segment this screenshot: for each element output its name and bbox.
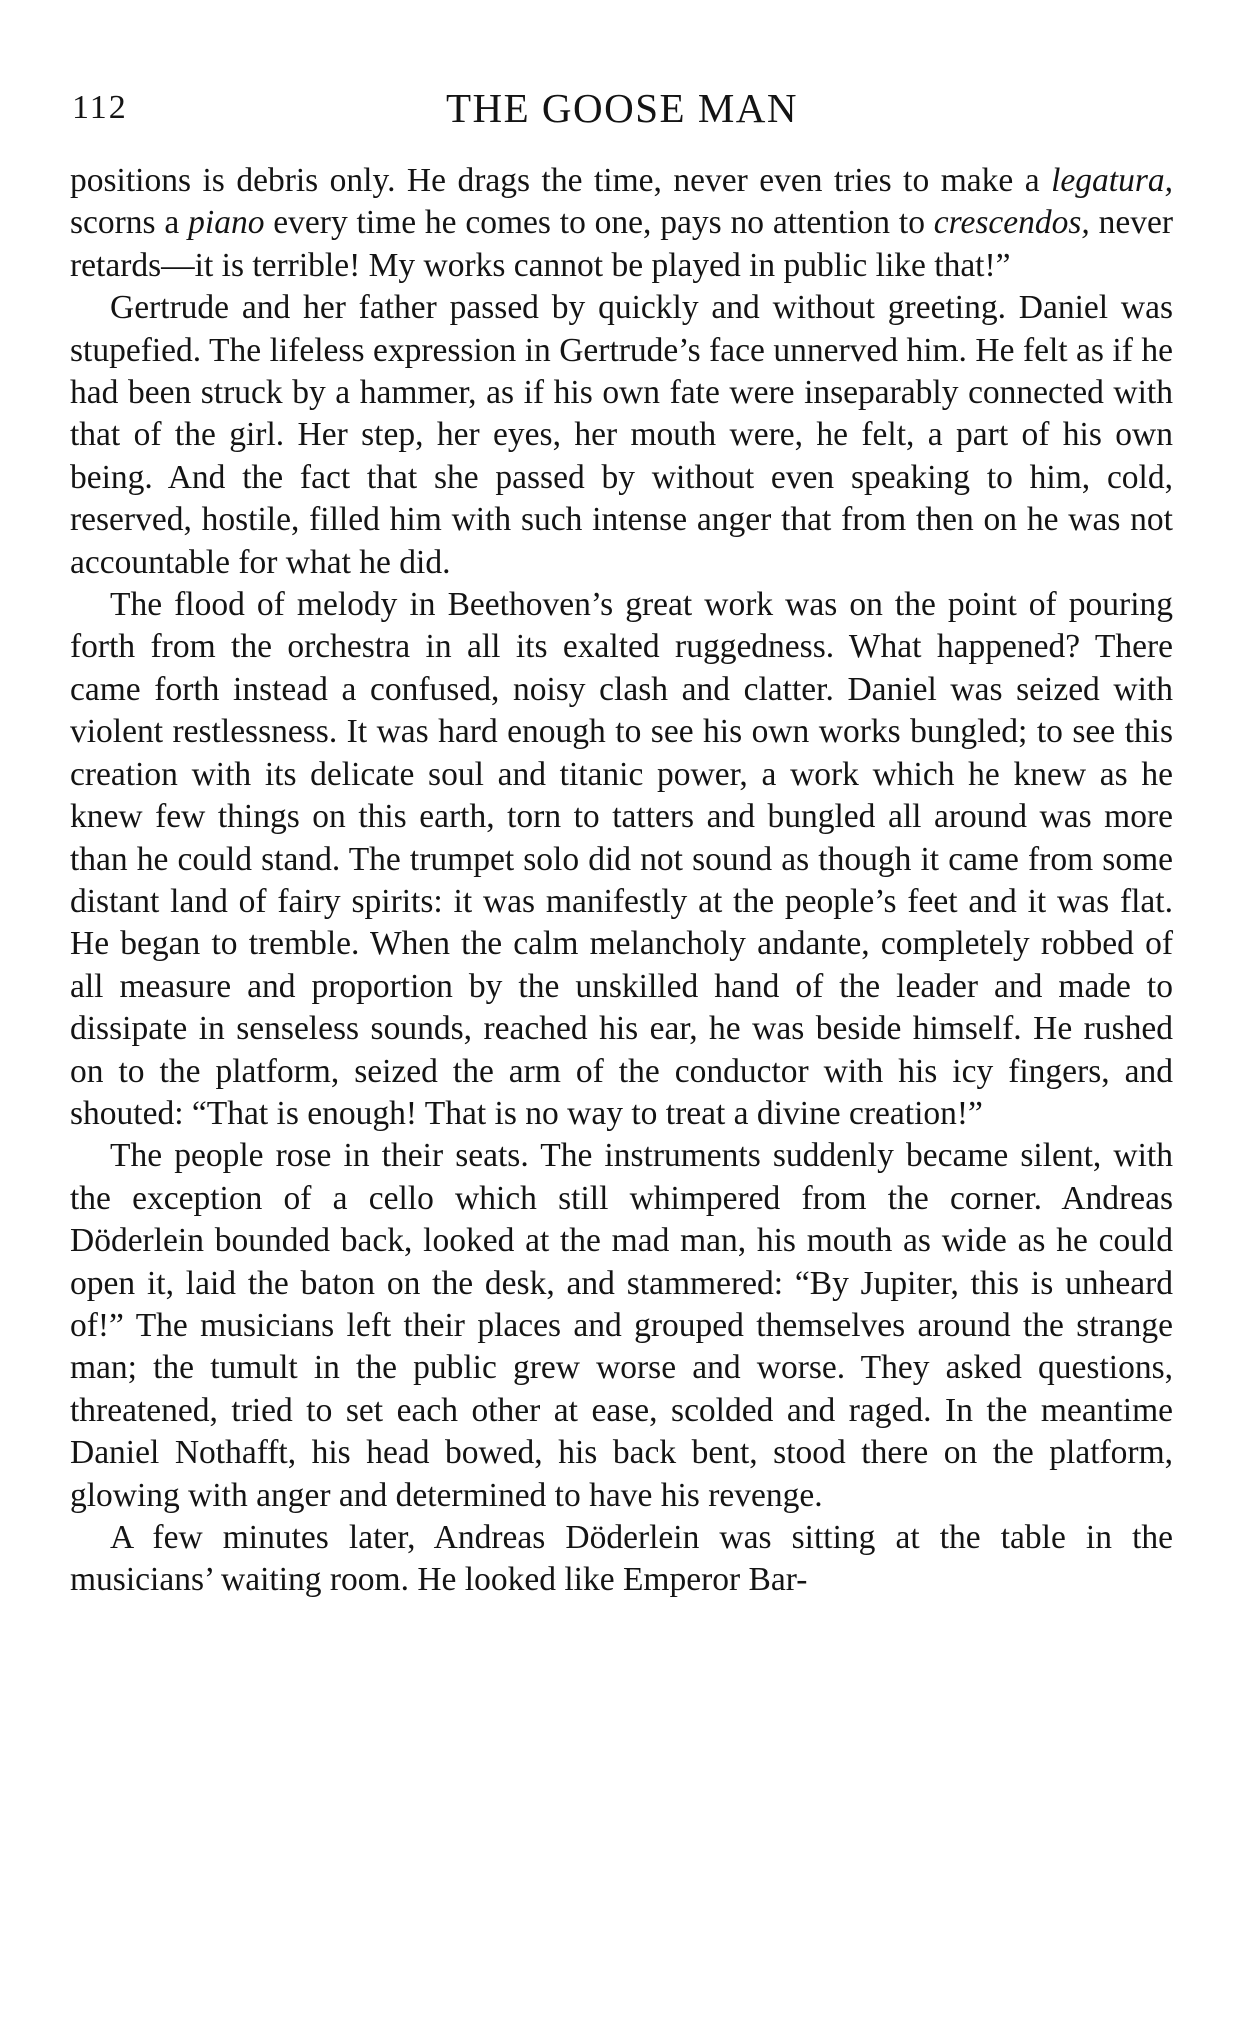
page-header: [72, 78, 1172, 138]
page-number: 112: [72, 89, 128, 126]
body-text: [70, 160, 1173, 1602]
paragraph-text: Gertrude and her father passed by quickly and without greeting. Daniel was stupefied. The lifeless expression in Gertrude’s face unnerved him. He felt as if he had been struck by a hammer, as if his own fate were inseparably connected with that of the girl. Her step, her eyes, her mouth were, he felt, a part of his own being. And the fact that she passed by without even speaking to him, cold, reserved, hostile, filled him with such intense anger that from then on he was not accountable for what he did.: [70, 289, 1173, 581]
running-title: THE GOOSE MAN: [445, 85, 799, 131]
paragraph: [70, 160, 1173, 287]
paragraph: [70, 1135, 1173, 1517]
paragraph-text: The people rose in their seats. The instruments suddenly became silent, with the exception of a cello which still whimpered from the corner. Andreas Döderlein bounded back, looked at the mad man, his mouth as wide as he could open it, laid the baton on the desk, and stammered: “By Jupiter, this is unheard of!” The musicians left their places and grouped themselves around the strange man; the tumult in the public grew worse and worse. They asked questions, threatened, tried to set each other at ease, scolded and raged. In the meantime Daniel Nothafft, his head bowed, his back bent, stood there on the platform, glowing with anger and determined to have his revenge.: [70, 1137, 1173, 1514]
paragraph: [70, 287, 1173, 584]
paragraph-text: every time he comes to one, pays no attention to: [264, 204, 934, 242]
paragraph: [70, 1517, 1173, 1602]
paragraph-text: never retards—it is terrible! My works cannot be played in public like that!”: [70, 204, 1173, 284]
italic-text: piano: [188, 204, 265, 242]
paragraph: [70, 584, 1173, 1135]
paragraph-text: positions is debris only. He drags the time, never even tries to make a: [70, 162, 1052, 199]
paragraph-text: scorns a: [70, 204, 189, 242]
italic-text: crescendos,: [933, 204, 1090, 242]
italic-text: legatura,: [1051, 162, 1173, 199]
paragraph-text: The flood of melody in Beethoven’s great work was on the point of pouring forth from the orchestra in all its exalted ruggedness. What happened? There came forth instead a confused, noisy clash and clatter. Daniel was seized with violent restlessness. It was hard enough to see his own works bungled; to see this creation with its delicate soul and titanic power, a work which he knew as he knew few things on this earth, torn to tatters and bungled all around was more than he could stand. The trumpet solo did not sound as though it came from some distant land of fairy spirits: it was manifestly at the people’s feet and it was flat. He began to tremble. When the calm melancholy andante, completely robbed of all measure and proportion by the unskilled hand of the leader and made to dissipate in senseless sounds, reached his ear, he was beside himself. He rushed on to the platform, seized the arm of the conductor with his icy fingers, and shouted: “That is enough! That is no way to treat a divine creation!”: [70, 586, 1173, 1132]
paragraph-text: A few minutes later, Andreas Döderlein was sitting at the table in the musicians’ waiting room. He looked like Emperor Bar-: [70, 1519, 1173, 1599]
